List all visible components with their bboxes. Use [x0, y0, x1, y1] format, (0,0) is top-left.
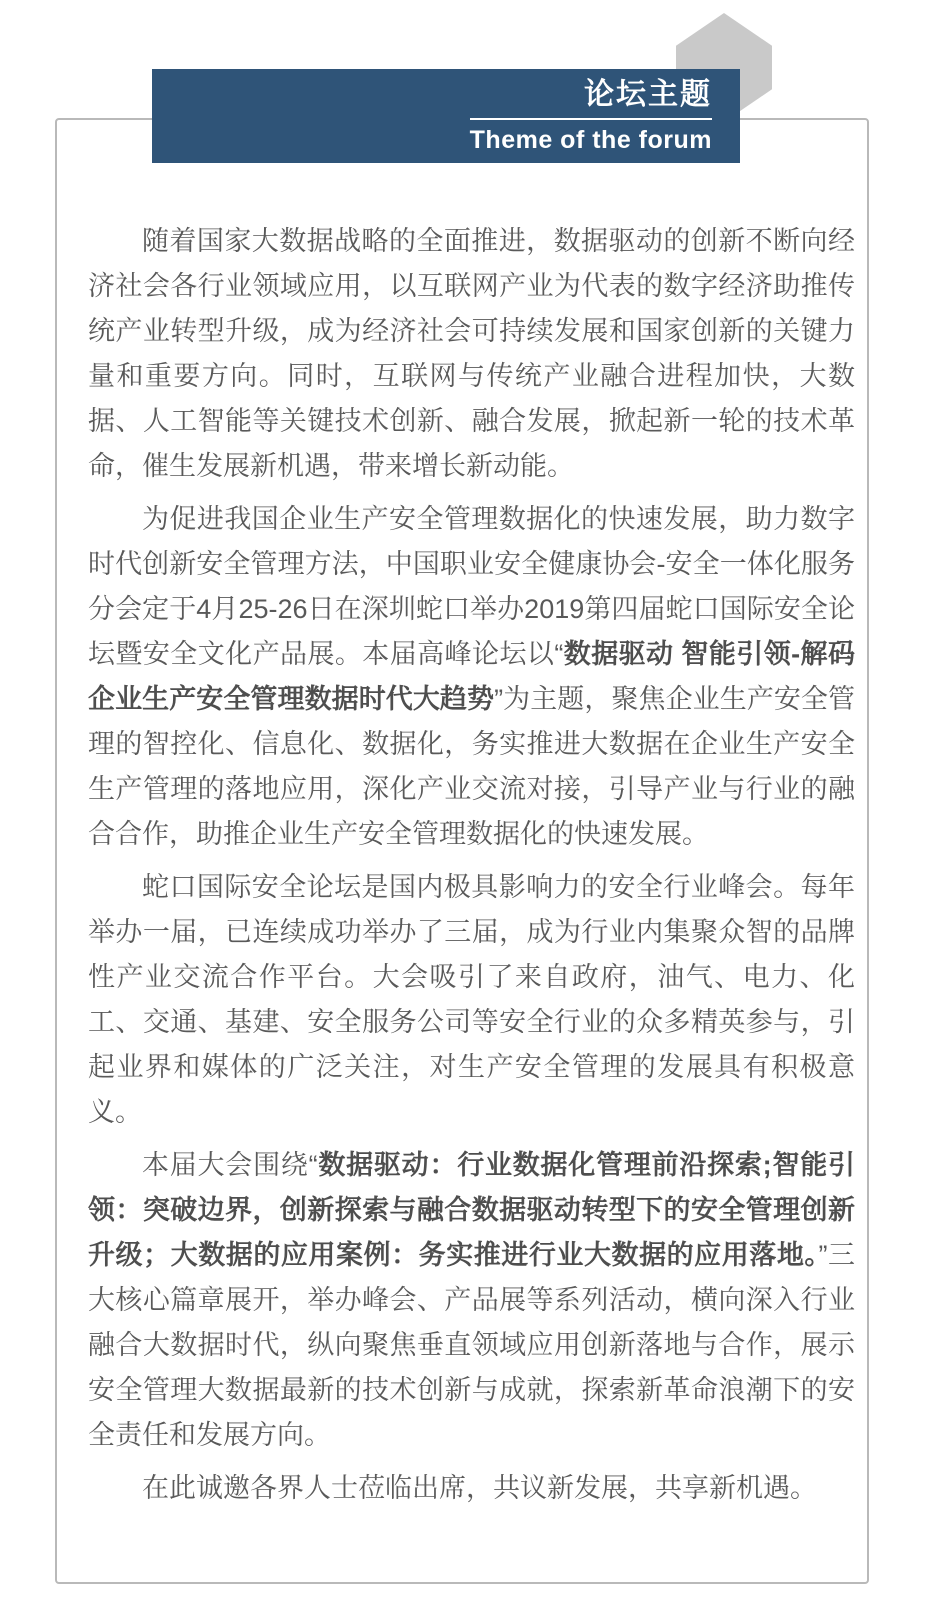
- paragraph-3: [88, 865, 855, 1135]
- text-run: 在此诚邀各界人士莅临出席，共议新发展，共享新机遇。: [142, 1473, 817, 1503]
- paragraph-2: [88, 497, 855, 857]
- text-run: 随着国家大数据战略的全面推进，数据驱动的创新不断向经济社会各行业领域应用，以互联网产业为代表的数字经济助推传统产业转型升级，成为经济社会可持续发展和国家创新的关键力量和重要方向。同时，互联网与传统产业融合进程加快，大数据、人工智能等关键技术创新、融合发展，掀起新一轮的技术革命，催生发展新机遇，带来增长新动能。: [88, 226, 855, 481]
- text-run: ”三大核心篇章展开，举办峰会、产品展等系列活动，横向深入行业融合大数据时代，纵向聚焦垂直领域应用创新落地与合作，展示安全管理大数据最新的技术创新与成就，探索新革命浪潮下的安全责任和发展方向。: [88, 1240, 855, 1450]
- text-run-bold: 数据驱动 智能引领-解码企业生产安全管理数据时代大趋势: [88, 639, 855, 714]
- text-run: 本届大会围绕“: [142, 1150, 318, 1180]
- section-title-chinese: 论坛主题: [584, 77, 712, 111]
- text-run: 为促进我国企业生产安全管理数据化的快速发展，助力数字时代创新安全管理方法，中国职业安全健康协会-安全一体化服务分会定于4月25-26日在深圳蛇口举办2019第四届蛇口国际安全论坛暨安全文化产品展。本届高峰论坛以“: [88, 504, 855, 669]
- article-body: [88, 219, 855, 1519]
- section-header-titles: [470, 78, 712, 155]
- title-divider: [470, 118, 712, 120]
- text-run: ”为主题，聚焦企业生产安全管理的智控化、信息化、数据化，务实推进大数据在企业生产安全生产管理的落地应用，深化产业交流对接，引导产业与行业的融合合作，助推企业生产安全管理数据化的快速发展。: [88, 684, 855, 849]
- section-header-banner: [152, 69, 740, 163]
- paragraph-4: [88, 1143, 855, 1458]
- text-run-bold: 数据驱动：行业数据化管理前沿探索;智能引领：突破边界，创新探索与融合数据驱动转型下的安全管理创新升级；大数据的应用案例：务实推进行业大数据的应用落地。: [88, 1150, 855, 1270]
- section-title-english: Theme of the forum: [469, 126, 712, 154]
- text-run: 蛇口国际安全论坛是国内极具影响力的安全行业峰会。每年举办一届，已连续成功举办了三届，成为行业内集聚众智的品牌性产业交流合作平台。大会吸引了来自政府，油气、电力、化工、交通、基建、安全服务公司等安全行业的众多精英参与，引起业界和媒体的广泛关注，对生产安全管理的发展具有积极意义。: [88, 872, 855, 1127]
- paragraph-1: [88, 219, 855, 489]
- paragraph-5: [88, 1466, 855, 1511]
